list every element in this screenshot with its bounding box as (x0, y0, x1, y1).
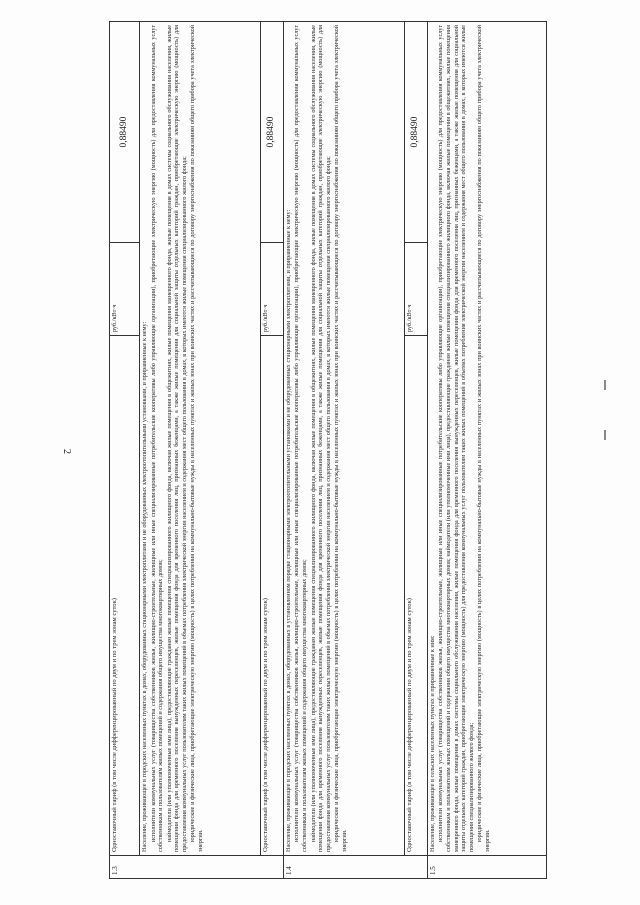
unit-label: руб./кВт·ч (260, 243, 283, 336)
paragraph: Население, проживающее в городских населенных пунктах в домах, оборудованных в установленном порядке стационарными электроотопительными установками и не оборудованных стационарными электроплитами, и приравненные к нему: (284, 209, 292, 852)
paragraph: юридические и физические лица, приобретающие электрическую энергию (мощность) в целях потребления на коммунально-бытовые нужды в населенных пунктах и жилых зонах при воинских частях и рассчитывающиеся по договору энергоснабжения по показаниям общего прибора учета электрической энергии. (476, 25, 491, 852)
consumer-description (427, 22, 546, 856)
paragraph: Население, проживающее в сельских населенных пунктах и приравненные к ним: (428, 635, 436, 852)
tariff-table-rotated (109, 21, 547, 879)
scan-mark (604, 380, 606, 390)
row-1-3-tariff (110, 22, 140, 879)
row-1-3-description (140, 22, 261, 879)
tariff-label: Одноставочный тариф (в том числе дифференцированный по двум и по трем зонам суток) (404, 336, 427, 856)
tariff-value: 0,88490 (404, 22, 427, 243)
page-number: 2 (61, 449, 72, 454)
unit-label: руб./кВт·ч (404, 243, 427, 336)
paragraph: исполнители коммунальных услуг (товарищества собственников жилья, жилищно-строительные, жилищные или иные специализированные потребительские кооперативы либо управляющие организации), приобретающие электрическую энергию (мощность) для предоставления коммунальных услуг собственникам и пользователям жилых помещений и содержания общего имущества многоквартирных домов; (149, 25, 165, 852)
consumer-description (140, 22, 261, 856)
consumer-description (283, 22, 404, 856)
paragraph: юридические и физические лица, приобретающие электрическую энергию (мощность) в целях потребления на коммунально-бытовые нужды в населенных пунктах и жилых зонах при воинских частях и рассчитывающиеся по договору энергоснабжения по показаниям общего прибора учета электрической энергии. (189, 25, 204, 852)
row-number: 1.3 (110, 856, 284, 879)
tariff-value: 0,88490 (260, 22, 283, 243)
paragraph: наймодатели (или уполномоченные ими лица), предоставляющие гражданам жилые помещения специализированного жилищного фонда, включая жилые помещения в общежитиях, жилые помещения маневренного фонда, жилые помещения в домах системы социального обслуживания населения, жилые помещения фонда для временного поселения вынужденных переселенцев, жилые помещения фонда для временного поселения лиц, признанных беженцами, а также жилые помещения для социальной защиты отдельных категорий граждан, приобретающие электрическую энергию (мощность) для предоставления коммунальных услуг пользователям таких жилых помещений в объемах потребления электрической энергии населением и содержания мест общего пользования в домах, в которых имеются жилые помещения специализированного жилого фонда; (309, 25, 332, 852)
paragraph: исполнители коммунальных услуг (товарищества собственников жилья, жилищно-строительные, жилищные или иные специализированные потребительские кооперативы либо управляющие организации), приобретающие электрическую энергию (мощность) для предоставления коммунальных услуг собственникам и пользователям жилых помещений и содержания общего имущества многоквартирных домов; наймодатели (или уполномоченные ими лица), предоставляющие гражданам жилые помещения специализированного жилищного фонда, включая жилые помещения в общежитиях, жилые помещения маневренного фонда, жилые помещения в домах системы социального обслуживания населения, жилые помещения фонда для временного поселения вынужденных переселенцев, жилые помещения фонда для временного поселения лиц, признанных беженцами, а также жилые помещения для социальной защиты отдельных категорий граждан, приобретающие электрическую энергию (мощность) для предоставления коммунальных услуг пользователям таких жилых помещений в объемах потребления электрической энергии населением и содержания мест общего пользования в домах, в которых имеются жилые помещения специализированного жилого фонда; (437, 25, 475, 852)
paragraph: юридические и физические лица, приобретающие электрическую энергию (мощность) в целях потребления на коммунально-бытовые нужды в населенных пунктах и жилых зонах при воинских частях и рассчитывающиеся по договору энергоснабжения по показаниям общего прибора учета электрической энергии. (333, 25, 348, 852)
tariff-label: Одноставочный тариф (в том числе дифференцированный по двум и по трем зонам суток) (260, 336, 283, 856)
tariff-value: 0,88490 (110, 22, 140, 243)
row-number: 1.5 (427, 856, 546, 879)
row-1-4-tariff (404, 22, 427, 879)
row-number: 1.4 (283, 856, 427, 879)
paragraph: наймодатели (или уполномоченные ими лица), предоставляющие гражданам жилые помещения специализированного жилищного фонда, включая жилые помещения в общежитиях, жилые помещения маневренного фонда, жилые помещения в домах системы социального обслуживания населения, жилые помещения фонда для временного поселения вынужденных переселенцев, жилые помещения фонда для временного поселения лиц, признанных беженцами, а также жилые помещения для социальной защиты отдельных категорий граждан, приобретающие электрическую энергию (мощность) для предоставления коммунальных услуг пользователям таких жилых помещений в объемах потребления электрической энергии населением и содержания мест общего пользования в домах, в которых имеются жилые помещения специализированного жилого фонда; (165, 25, 188, 852)
unit-label: руб./кВт·ч (110, 243, 140, 336)
tariff-label: Одноставочный тариф (в том числе дифференцированный по двум и по трем зонам суток) (110, 336, 140, 856)
row-1-3-tariff-repeat (260, 22, 283, 879)
tariff-table (109, 21, 547, 879)
paragraph: исполнители коммунальных услуг (товарищества собственников жилья, жилищно-строительные, жилищные или иные специализированные потребительские кооперативы либо управляющие организации), приобретающие электрическую энергию (мощность) для предоставления коммунальных услуг собственникам и пользователям жилых помещений и содержания общего имущества многоквартирных домов; (293, 25, 309, 852)
row-1-5-description (427, 22, 546, 879)
row-1-4-description (283, 22, 404, 879)
paragraph: Население, проживающее в городских населенных пунктах в домах, оборудованных стационарными электроплитами и не оборудованных электроотопительными установками, и приравненные к нему: (141, 321, 148, 852)
scan-mark (604, 430, 606, 440)
